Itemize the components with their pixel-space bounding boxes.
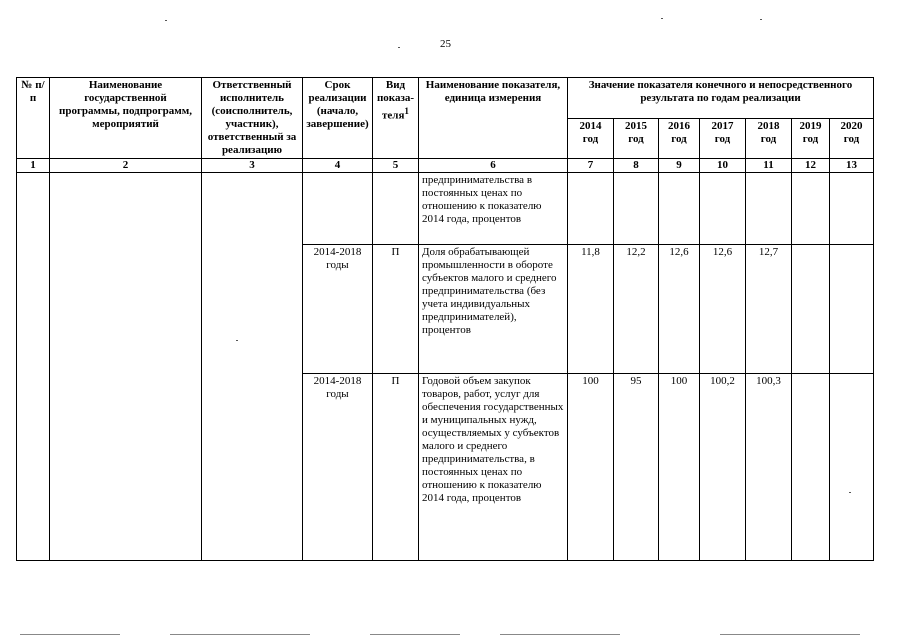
value-cell: 100,3	[746, 374, 792, 561]
scan-speck	[165, 20, 167, 21]
value-cell: 100	[659, 374, 700, 561]
table-row	[17, 173, 874, 245]
header-year: 2016 год	[659, 118, 700, 159]
indicator-name-cell: Доля обрабатывающей промышленности в обороте субъектов малого и среднего предпринимательства (без учета индивидуальных предпринимателей), процентов	[419, 245, 568, 374]
scan-edge-line	[170, 634, 310, 635]
column-number: 13	[830, 159, 874, 173]
header-year: 2019 год	[792, 118, 830, 159]
header-values-group: Значение показателя конечного и непосредственного результата по годам реализации	[568, 78, 874, 119]
scan-edge-line	[20, 634, 120, 635]
period-cell: 2014-2018 годы	[303, 374, 373, 561]
value-cell: 12,6	[700, 245, 746, 374]
value-cell	[568, 173, 614, 245]
indicator-table	[16, 77, 874, 561]
scan-speck	[661, 18, 663, 19]
period-cell	[303, 173, 373, 245]
column-number: 9	[659, 159, 700, 173]
indicator-type-cell: П	[373, 245, 419, 374]
value-cell	[792, 173, 830, 245]
value-cell: 100	[568, 374, 614, 561]
column-number: 6	[419, 159, 568, 173]
value-cell	[659, 173, 700, 245]
scan-speck	[849, 492, 851, 493]
column-number: 1	[17, 159, 50, 173]
scan-speck	[760, 19, 762, 20]
value-cell: 12,2	[614, 245, 659, 374]
value-cell: 100,2	[700, 374, 746, 561]
column-number: 4	[303, 159, 373, 173]
column-number: 8	[614, 159, 659, 173]
indicator-type-cell: П	[373, 374, 419, 561]
scan-speck	[236, 340, 238, 341]
value-cell	[792, 374, 830, 561]
header-executor: Ответственный исполнитель (соисполнитель, участник), ответственный за реализацию	[202, 78, 303, 159]
header-program: Наименование государственной программы, подпрограмм, мероприятий	[50, 78, 202, 159]
value-cell: 12,7	[746, 245, 792, 374]
header-year: 2018 год	[746, 118, 792, 159]
header-year: 2017 год	[700, 118, 746, 159]
value-cell	[792, 245, 830, 374]
column-number: 2	[50, 159, 202, 173]
column-number: 11	[746, 159, 792, 173]
row-num-cell	[17, 173, 50, 561]
header-row	[17, 78, 874, 119]
page-number: 25	[440, 38, 451, 50]
value-cell	[830, 245, 874, 374]
indicator-type-cell	[373, 173, 419, 245]
period-cell: 2014-2018 годы	[303, 245, 373, 374]
scan-edge-line	[370, 634, 460, 635]
header-indicator-type: Вид показа-теля$^1$	[373, 78, 419, 159]
value-cell: 95	[614, 374, 659, 561]
program-cell	[50, 173, 202, 561]
column-number: 10	[700, 159, 746, 173]
value-cell: 12,6	[659, 245, 700, 374]
header-year: 2015 год	[614, 118, 659, 159]
header-year: 2014 год	[568, 118, 614, 159]
value-cell	[830, 374, 874, 561]
header-period: Срок реализации (начало, завершение)	[303, 78, 373, 159]
indicator-name-cell: предпринимательства в постоянных ценах по отношению к показателю 2014 года, процентов	[419, 173, 568, 245]
header-year: 2020 год	[830, 118, 874, 159]
value-cell	[614, 173, 659, 245]
column-number-row	[17, 159, 874, 173]
scan-speck	[398, 47, 400, 48]
column-number: 5	[373, 159, 419, 173]
column-number: 12	[792, 159, 830, 173]
column-number: 3	[202, 159, 303, 173]
header-indicator-name: Наименование показателя, единица измерения	[419, 78, 568, 159]
scan-edge-line	[720, 634, 860, 635]
value-cell	[700, 173, 746, 245]
value-cell	[830, 173, 874, 245]
value-cell: 11,8	[568, 245, 614, 374]
executor-cell	[202, 173, 303, 561]
header-num: № п/п	[17, 78, 50, 159]
value-cell	[746, 173, 792, 245]
scan-edge-line	[500, 634, 620, 635]
indicator-name-cell: Годовой объем закупок товаров, работ, услуг для обеспечения государственных и муниципальных нужд, осуществляемых у субъектов малого и среднего предпринимательства, в постоянных ценах по отношению к показателю 2014 года, процентов	[419, 374, 568, 561]
column-number: 7	[568, 159, 614, 173]
